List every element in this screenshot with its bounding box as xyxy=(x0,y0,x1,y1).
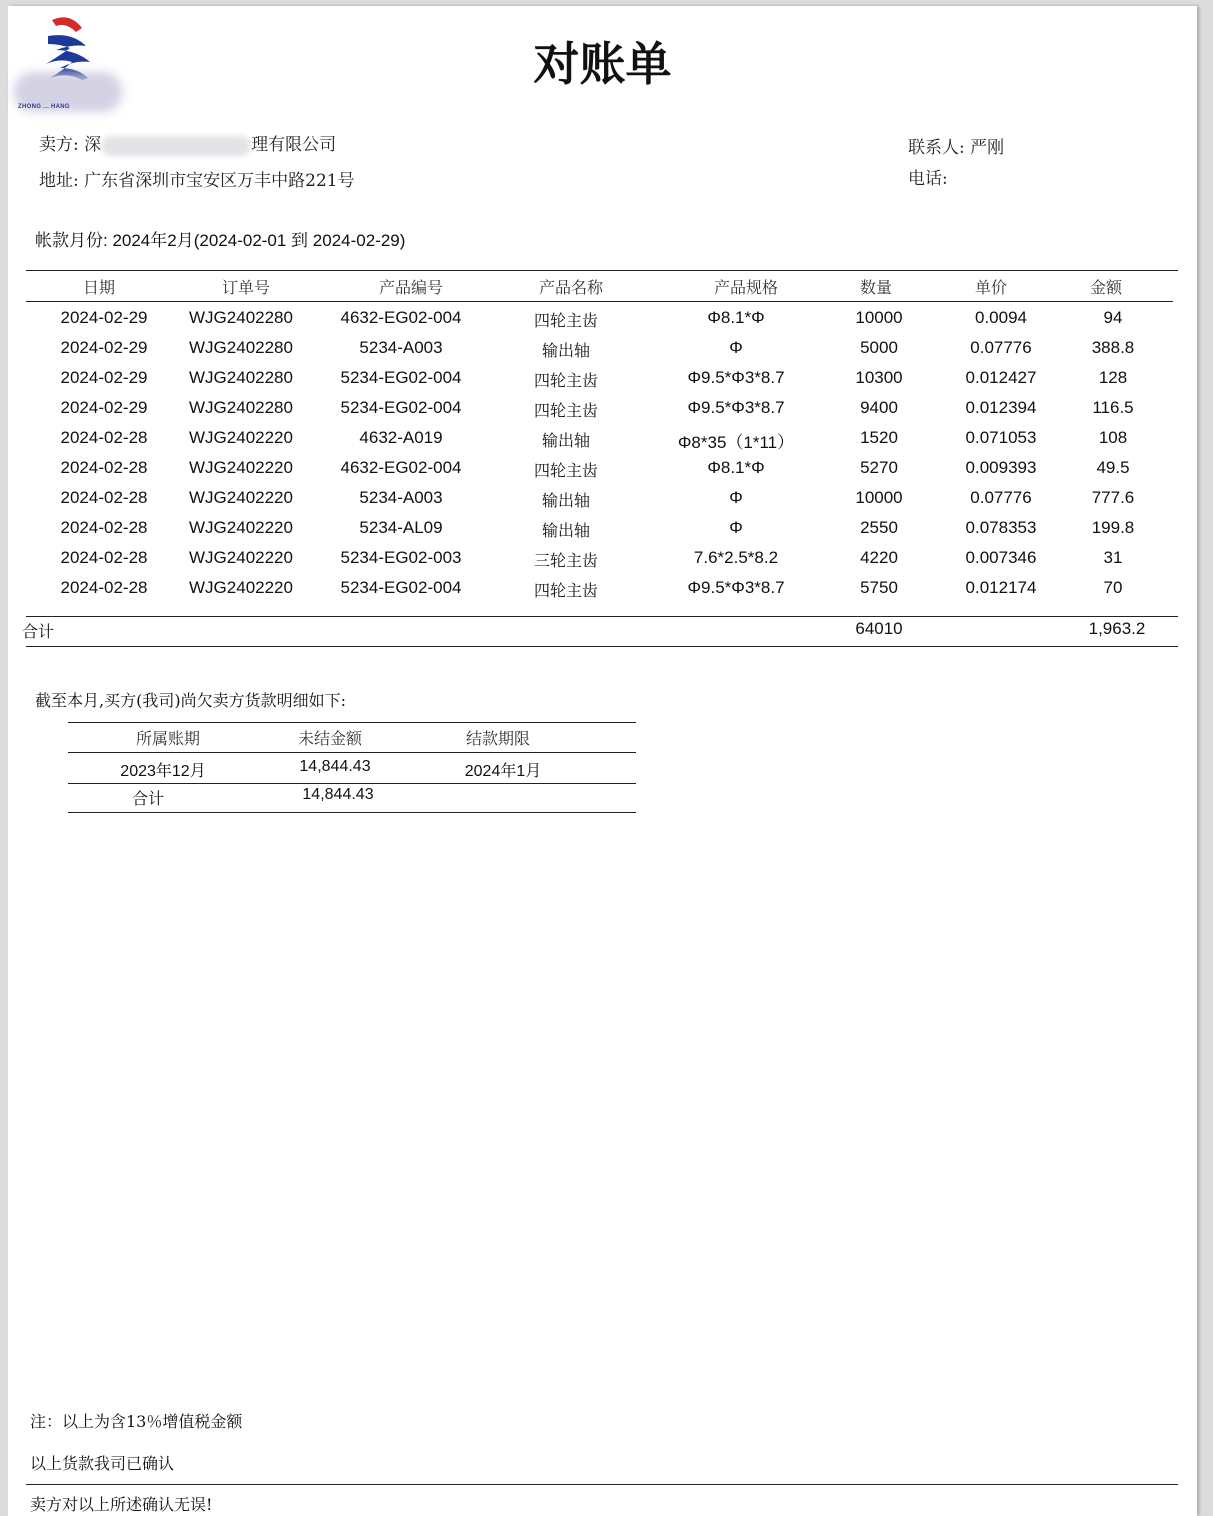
contact-person: 联系人: 严刚 xyxy=(908,138,1005,158)
col-header-spec: 产品规格 xyxy=(713,278,778,297)
col-header-order: 订单号 xyxy=(221,278,270,297)
total-label: 合计 xyxy=(22,622,55,641)
cell-date: 2024-02-28 xyxy=(60,428,148,447)
cell-qty: 10000 xyxy=(855,308,903,327)
cell-unit-price: 0.012394 xyxy=(965,398,1037,417)
signature-rule xyxy=(26,1484,1178,1485)
cell-amount: 49.5 xyxy=(1096,458,1130,477)
table-top-rule xyxy=(26,270,1178,271)
cell-qty: 1520 xyxy=(860,428,898,447)
cell-due: 2024年1月 xyxy=(464,763,542,780)
table-row xyxy=(26,338,1178,368)
cell-spec: Φ9.5*Φ3*8.7 xyxy=(687,368,785,387)
cell-amount: 116.5 xyxy=(1092,398,1134,417)
col-header-product-name: 产品名称 xyxy=(538,278,603,297)
contact-phone: 电话: xyxy=(908,169,948,189)
col-header-amount: 金额 xyxy=(1089,278,1122,297)
cell-qty: 2550 xyxy=(860,518,898,537)
cell-amount: 777.6 xyxy=(1091,488,1135,507)
cell-spec: Φ9.5*Φ3*8.7 xyxy=(687,578,785,597)
cell-order: WJG2402220 xyxy=(189,458,293,477)
cell-product-code: 5234-EG02-004 xyxy=(340,398,462,417)
cell-spec: Φ8.1*Φ xyxy=(707,308,765,327)
page-title: 对账单 xyxy=(533,38,672,90)
cell-date: 2024-02-28 xyxy=(60,458,148,477)
outstanding-total-amount: 14,844.43 xyxy=(302,786,374,803)
table-total-row xyxy=(22,619,1174,649)
cell-product-name: 四轮主齿 xyxy=(533,371,598,390)
confirm-note: 以上货款我司已确认 xyxy=(30,1454,175,1473)
cell-qty: 5750 xyxy=(860,578,898,597)
cell-product-name: 输出轴 xyxy=(541,341,590,360)
cell-order: WJG2402280 xyxy=(189,308,293,327)
cell-date: 2024-02-28 xyxy=(60,578,148,597)
cell-product-code: 5234-AL09 xyxy=(359,518,443,537)
cell-unit-price: 0.009393 xyxy=(965,458,1037,477)
seller-confirm-note: 卖方对以上所述确认无误! xyxy=(30,1495,213,1514)
col-header-qty: 数量 xyxy=(859,278,892,297)
cell-order: WJG2402280 xyxy=(189,368,293,387)
cell-unit-price: 0.07776 xyxy=(970,488,1032,507)
cell-unit-price: 0.07776 xyxy=(970,338,1032,357)
cell-spec: Φ xyxy=(729,518,743,537)
total-qty: 64010 xyxy=(855,619,903,638)
col-header-period: 所属账期 xyxy=(135,729,200,748)
col-header-due: 结款期限 xyxy=(465,729,530,748)
outstanding-row xyxy=(68,758,636,786)
cell-product-name: 输出轴 xyxy=(541,431,590,450)
cell-product-name: 四轮主齿 xyxy=(533,581,598,600)
cell-qty: 10000 xyxy=(855,488,903,507)
seller-name-suffix: 理有限公司 xyxy=(251,135,337,155)
cell-qty: 9400 xyxy=(860,398,898,417)
logo-text: ZHONG ... HANG xyxy=(18,104,70,110)
col-header-unsettled: 未结金额 xyxy=(297,729,362,748)
cell-product-name: 输出轴 xyxy=(541,491,590,510)
cell-spec: Φ xyxy=(729,488,743,507)
outstanding-total-row xyxy=(68,786,636,814)
outstanding-title: 截至本月,买方(我司)尚欠卖方货款明细如下: xyxy=(35,691,346,710)
total-amount: 1,963.2 xyxy=(1088,619,1146,638)
cell-spec: Φ8.1*Φ xyxy=(707,458,765,477)
cell-qty: 10300 xyxy=(855,368,903,387)
cell-amount: 94 xyxy=(1103,308,1123,327)
cell-product-code: 5234-EG02-004 xyxy=(340,578,462,597)
cell-spec: Φ9.5*Φ3*8.7 xyxy=(687,398,785,417)
table-row xyxy=(26,398,1178,428)
table-header-row xyxy=(26,275,1178,305)
cell-date: 2024-02-28 xyxy=(60,518,148,537)
table-row xyxy=(26,428,1178,458)
outstanding-header-row xyxy=(68,726,636,754)
cell-unit-price: 0.007346 xyxy=(965,548,1037,567)
cell-amount: 108 xyxy=(1098,428,1128,447)
cell-product-code: 4632-EG02-004 xyxy=(340,308,462,327)
cell-product-code: 5234-EG02-003 xyxy=(340,548,462,567)
redacted-block xyxy=(101,136,251,156)
cell-spec: Φ8*35（1*11） xyxy=(677,433,795,452)
table-row xyxy=(26,368,1178,398)
cell-amount: 128 xyxy=(1098,368,1128,387)
cell-date: 2024-02-28 xyxy=(60,548,148,567)
cell-product-code: 5234-A003 xyxy=(359,488,443,507)
cell-product-name: 输出轴 xyxy=(541,521,590,540)
table-row xyxy=(26,578,1178,608)
cell-order: WJG2402220 xyxy=(189,578,293,597)
seller-address: 地址: 广东省深圳市宝安区万丰中路221号 xyxy=(39,171,355,191)
seller-name-prefix: 深 xyxy=(84,135,102,155)
table-row xyxy=(26,308,1178,338)
col-header-unit-price: 单价 xyxy=(974,278,1007,297)
cell-product-code: 4632-EG02-004 xyxy=(340,458,462,477)
col-header-product-code: 产品编号 xyxy=(378,278,443,297)
table-body-bottom-rule xyxy=(26,616,1178,617)
cell-order: WJG2402220 xyxy=(189,488,293,507)
table-row xyxy=(26,458,1178,488)
cell-date: 2024-02-29 xyxy=(60,308,148,327)
outstanding-total-label: 合计 xyxy=(131,789,164,808)
cell-order: WJG2402220 xyxy=(189,548,293,567)
cell-period: 2023年12月 xyxy=(120,763,206,780)
cell-unit-price: 0.012174 xyxy=(965,578,1037,597)
cell-order: WJG2402220 xyxy=(189,428,293,447)
cell-amount: 31 xyxy=(1103,548,1123,567)
outstanding-top-rule xyxy=(68,722,636,723)
cell-amount: 199.8 xyxy=(1091,518,1135,537)
cell-product-name: 四轮主齿 xyxy=(533,401,598,420)
col-header-date: 日期 xyxy=(82,278,115,297)
cell-order: WJG2402220 xyxy=(189,518,293,537)
cell-spec: 7.6*2.5*8.2 xyxy=(693,548,779,567)
cell-qty: 5000 xyxy=(860,338,898,357)
cell-order: WJG2402280 xyxy=(189,338,293,357)
seller-name xyxy=(39,130,336,156)
cell-unsettled: 14,844.43 xyxy=(299,758,371,775)
cell-amount: 388.8 xyxy=(1091,338,1135,357)
tax-note: 注：以上为含13％增值税金额 xyxy=(30,1412,243,1431)
cell-unit-price: 0.078353 xyxy=(965,518,1037,537)
cell-qty: 5270 xyxy=(860,458,898,477)
table-row xyxy=(26,518,1178,548)
cell-date: 2024-02-29 xyxy=(60,368,148,387)
table-row xyxy=(26,488,1178,518)
cell-date: 2024-02-28 xyxy=(60,488,148,507)
cell-product-name: 四轮主齿 xyxy=(533,461,598,480)
cell-qty: 4220 xyxy=(860,548,898,567)
cell-product-code: 4632-A019 xyxy=(359,428,443,447)
cell-unit-price: 0.0094 xyxy=(975,308,1027,327)
cell-product-name: 四轮主齿 xyxy=(533,311,598,330)
statement-period: 帐款月份: 2024年2月(2024-02-01 到 2024-02-29) xyxy=(35,231,406,250)
cell-order: WJG2402280 xyxy=(189,398,293,417)
cell-unit-price: 0.012427 xyxy=(965,368,1037,387)
cell-product-code: 5234-A003 xyxy=(359,338,443,357)
cell-date: 2024-02-29 xyxy=(60,398,148,417)
cell-product-code: 5234-EG02-004 xyxy=(340,368,462,387)
cell-spec: Φ xyxy=(729,338,743,357)
statement-page xyxy=(8,6,1197,1516)
cell-amount: 70 xyxy=(1103,578,1123,597)
cell-date: 2024-02-29 xyxy=(60,338,148,357)
seller-label: 卖方: xyxy=(39,135,85,155)
cell-unit-price: 0.071053 xyxy=(965,428,1037,447)
cell-product-name: 三轮主齿 xyxy=(533,551,598,570)
table-row xyxy=(26,548,1178,578)
